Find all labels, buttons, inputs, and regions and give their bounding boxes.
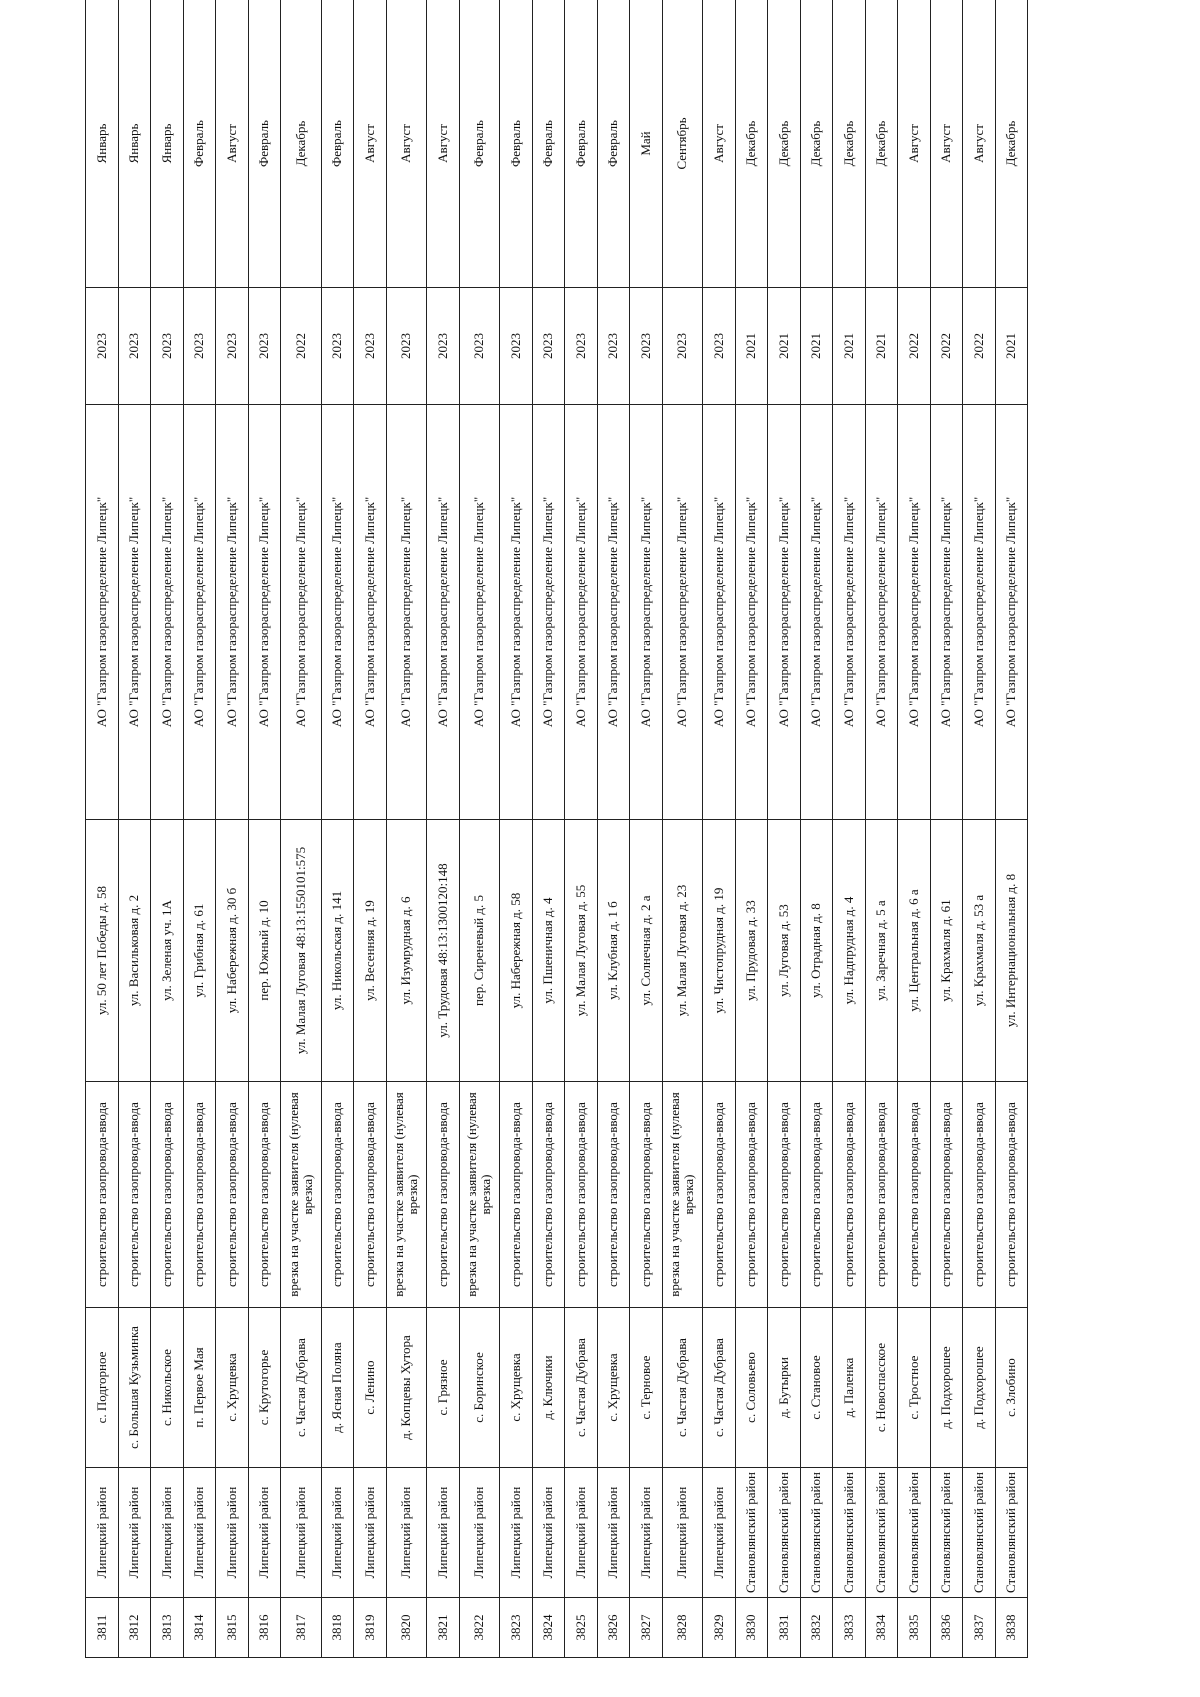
- cell-num: 3818: [321, 1598, 354, 1658]
- cell-num: 3833: [833, 1598, 866, 1658]
- cell-num: 3836: [930, 1598, 963, 1658]
- cell-year: 2023: [86, 288, 119, 405]
- cell-year: 2023: [216, 288, 249, 405]
- cell-month: Январь: [151, 0, 184, 288]
- cell-num: 3838: [995, 1598, 1028, 1658]
- cell-settlement: с. Боринское: [459, 1308, 500, 1468]
- table-row: [800, 0, 833, 1658]
- cell-month: Август: [386, 0, 427, 288]
- cell-year: 2023: [662, 288, 703, 405]
- cell-settlement: с. Подгорное: [86, 1308, 119, 1468]
- cell-month: Февраль: [459, 0, 500, 288]
- cell-district: Становлянский район: [833, 1468, 866, 1598]
- cell-org: АО "Газпром газораспределение Липецк": [459, 405, 500, 820]
- cell-district: Липецкий район: [597, 1468, 630, 1598]
- cell-num: 3814: [183, 1598, 216, 1658]
- cell-address: ул. Изумрудная д. 6: [386, 820, 427, 1082]
- cell-org: АО "Газпром газораспределение Липецк": [565, 405, 598, 820]
- cell-year: 2023: [354, 288, 387, 405]
- cell-district: Становлянский район: [735, 1468, 768, 1598]
- cell-num: 3828: [662, 1598, 703, 1658]
- cell-settlement: с. Хрущевка: [500, 1308, 533, 1468]
- cell-num: 3831: [768, 1598, 801, 1658]
- cell-work: строительство газопровода-ввода: [321, 1082, 354, 1308]
- cell-num: 3813: [151, 1598, 184, 1658]
- cell-district: Липецкий район: [500, 1468, 533, 1598]
- cell-address: ул. Весенняя д. 19: [354, 820, 387, 1082]
- cell-work: строительство газопровода-ввода: [427, 1082, 460, 1308]
- table-row: [703, 0, 736, 1658]
- cell-work: строительство газопровода-ввода: [597, 1082, 630, 1308]
- cell-work: врезка на участке заявителя (нулевая врезка): [459, 1082, 500, 1308]
- cell-org: АО "Газпром газораспределение Липецк": [216, 405, 249, 820]
- cell-district: Липецкий район: [662, 1468, 703, 1598]
- cell-year: 2023: [248, 288, 281, 405]
- cell-work: строительство газопровода-ввода: [354, 1082, 387, 1308]
- cell-month: Январь: [118, 0, 151, 288]
- cell-month: Декабрь: [800, 0, 833, 288]
- cell-work: строительство газопровода-ввода: [930, 1082, 963, 1308]
- cell-district: Становлянский район: [898, 1468, 931, 1598]
- cell-year: 2021: [865, 288, 898, 405]
- cell-num: 3829: [703, 1598, 736, 1658]
- table-row: [281, 0, 322, 1658]
- cell-settlement: с. Частая Дубрава: [565, 1308, 598, 1468]
- cell-month: Декабрь: [865, 0, 898, 288]
- cell-district: Липецкий район: [354, 1468, 387, 1598]
- cell-district: Липецкий район: [183, 1468, 216, 1598]
- cell-address: ул. Пшеничная д. 4: [532, 820, 565, 1082]
- cell-address: ул. Центральная д. 6 а: [898, 820, 931, 1082]
- cell-month: Февраль: [532, 0, 565, 288]
- cell-org: АО "Газпром газораспределение Липецк": [703, 405, 736, 820]
- cell-year: 2023: [565, 288, 598, 405]
- cell-org: АО "Газпром газораспределение Липецк": [865, 405, 898, 820]
- table-row: [183, 0, 216, 1658]
- cell-work: строительство газопровода-ввода: [500, 1082, 533, 1308]
- cell-year: 2022: [930, 288, 963, 405]
- rotated-document-page: [85, 0, 1182, 1658]
- cell-num: 3820: [386, 1598, 427, 1658]
- cell-num: 3835: [898, 1598, 931, 1658]
- cell-num: 3817: [281, 1598, 322, 1658]
- cell-month: Декабрь: [281, 0, 322, 288]
- cell-org: АО "Газпром газораспределение Липецк": [768, 405, 801, 820]
- cell-address: ул. Малая Луговая д. 55: [565, 820, 598, 1082]
- cell-work: строительство газопровода-ввода: [532, 1082, 565, 1308]
- cell-year: 2022: [898, 288, 931, 405]
- cell-num: 3823: [500, 1598, 533, 1658]
- cell-org: АО "Газпром газораспределение Липецк": [321, 405, 354, 820]
- cell-district: Становлянский район: [930, 1468, 963, 1598]
- cell-org: АО "Газпром газораспределение Липецк": [248, 405, 281, 820]
- cell-settlement: с. Никольское: [151, 1308, 184, 1468]
- cell-settlement: д. Ясная Поляна: [321, 1308, 354, 1468]
- cell-work: строительство газопровода-ввода: [800, 1082, 833, 1308]
- cell-district: Липецкий район: [565, 1468, 598, 1598]
- cell-year: 2021: [800, 288, 833, 405]
- cell-district: Становлянский район: [800, 1468, 833, 1598]
- cell-month: Январь: [86, 0, 119, 288]
- cell-address: ул. Васильковая д. 2: [118, 820, 151, 1082]
- cell-work: строительство газопровода-ввода: [898, 1082, 931, 1308]
- table-row: [459, 0, 500, 1658]
- cell-year: 2023: [118, 288, 151, 405]
- cell-settlement: с. Частая Дубрава: [662, 1308, 703, 1468]
- cell-address: ул. Трудовая 48:13:1300120:148: [427, 820, 460, 1082]
- cell-year: 2023: [459, 288, 500, 405]
- cell-address: ул. Зеленая уч. 1А: [151, 820, 184, 1082]
- cell-org: АО "Газпром газораспределение Липецк": [963, 405, 996, 820]
- cell-work: строительство газопровода-ввода: [183, 1082, 216, 1308]
- cell-num: 3812: [118, 1598, 151, 1658]
- cell-address: ул. Никольская д. 141: [321, 820, 354, 1082]
- cell-num: 3822: [459, 1598, 500, 1658]
- cell-month: Декабрь: [995, 0, 1028, 288]
- cell-work: строительство газопровода-ввода: [768, 1082, 801, 1308]
- cell-year: 2023: [597, 288, 630, 405]
- cell-work: врезка на участке заявителя (нулевая врезка): [281, 1082, 322, 1308]
- cell-num: 3816: [248, 1598, 281, 1658]
- cell-num: 3819: [354, 1598, 387, 1658]
- cell-month: Февраль: [321, 0, 354, 288]
- cell-address: пер. Сиреневый д. 5: [459, 820, 500, 1082]
- table-row: [768, 0, 801, 1658]
- cell-settlement: п. Первое Мая: [183, 1308, 216, 1468]
- table-row: [386, 0, 427, 1658]
- cell-settlement: с. Большая Кузьминка: [118, 1308, 151, 1468]
- cell-work: строительство газопровода-ввода: [735, 1082, 768, 1308]
- cell-month: Май: [630, 0, 663, 288]
- cell-settlement: с. Частая Дубрава: [281, 1308, 322, 1468]
- cell-year: 2023: [427, 288, 460, 405]
- cell-month: Август: [354, 0, 387, 288]
- cell-address: ул. Крахмаля д. 53 а: [963, 820, 996, 1082]
- cell-num: 3825: [565, 1598, 598, 1658]
- table-body: [86, 0, 1028, 1658]
- cell-address: ул. Грибная д. 61: [183, 820, 216, 1082]
- cell-district: Липецкий район: [248, 1468, 281, 1598]
- table-row: [151, 0, 184, 1658]
- cell-year: 2022: [281, 288, 322, 405]
- cell-address: ул. Малая Луговая 48:13:1550101:575: [281, 820, 322, 1082]
- cell-settlement: с. Тростное: [898, 1308, 931, 1468]
- cell-district: Липецкий район: [86, 1468, 119, 1598]
- cell-org: АО "Газпром газораспределение Липецк": [532, 405, 565, 820]
- cell-year: 2023: [703, 288, 736, 405]
- cell-month: Август: [703, 0, 736, 288]
- cell-org: АО "Газпром газораспределение Липецк": [354, 405, 387, 820]
- cell-address: ул. Заречная д. 5 а: [865, 820, 898, 1082]
- cell-month: Август: [963, 0, 996, 288]
- cell-district: Липецкий район: [532, 1468, 565, 1598]
- table-row: [662, 0, 703, 1658]
- cell-district: Липецкий район: [281, 1468, 322, 1598]
- cell-num: 3830: [735, 1598, 768, 1658]
- cell-month: Февраль: [597, 0, 630, 288]
- cell-settlement: с. Новоспасское: [865, 1308, 898, 1468]
- cell-address: ул. Луговая д. 53: [768, 820, 801, 1082]
- cell-work: строительство газопровода-ввода: [995, 1082, 1028, 1308]
- cell-settlement: д. Подхорошее: [963, 1308, 996, 1468]
- cell-district: Липецкий район: [151, 1468, 184, 1598]
- cell-num: 3832: [800, 1598, 833, 1658]
- cell-district: Липецкий район: [459, 1468, 500, 1598]
- cell-settlement: с. Крутогорье: [248, 1308, 281, 1468]
- cell-month: Февраль: [183, 0, 216, 288]
- cell-org: АО "Газпром газораспределение Липецк": [735, 405, 768, 820]
- cell-settlement: с. Соловьево: [735, 1308, 768, 1468]
- cell-month: Февраль: [565, 0, 598, 288]
- table-row: [427, 0, 460, 1658]
- cell-address: ул. 50 лет Победы д. 58: [86, 820, 119, 1082]
- cell-settlement: с. Терновое: [630, 1308, 663, 1468]
- cell-district: Липецкий район: [118, 1468, 151, 1598]
- cell-work: строительство газопровода-ввода: [248, 1082, 281, 1308]
- cell-num: 3811: [86, 1598, 119, 1658]
- cell-year: 2021: [995, 288, 1028, 405]
- cell-month: Август: [930, 0, 963, 288]
- cell-settlement: д. Подхорошее: [930, 1308, 963, 1468]
- cell-district: Становлянский район: [995, 1468, 1028, 1598]
- table-row: [597, 0, 630, 1658]
- cell-month: Декабрь: [833, 0, 866, 288]
- cell-num: 3815: [216, 1598, 249, 1658]
- cell-num: 3837: [963, 1598, 996, 1658]
- table-row: [216, 0, 249, 1658]
- cell-num: 3826: [597, 1598, 630, 1658]
- cell-org: АО "Газпром газораспределение Липецк": [500, 405, 533, 820]
- cell-address: ул. Малая Луговая д. 23: [662, 820, 703, 1082]
- cell-year: 2021: [768, 288, 801, 405]
- cell-settlement: д. Копцевы Хутора: [386, 1308, 427, 1468]
- cell-month: Декабрь: [735, 0, 768, 288]
- cell-month: Август: [427, 0, 460, 288]
- gas-connection-table: [85, 0, 1028, 1658]
- cell-month: Февраль: [500, 0, 533, 288]
- cell-work: строительство газопровода-ввода: [151, 1082, 184, 1308]
- cell-year: 2021: [833, 288, 866, 405]
- cell-num: 3821: [427, 1598, 460, 1658]
- cell-settlement: с. Злобино: [995, 1308, 1028, 1468]
- table-row: [118, 0, 151, 1658]
- cell-org: АО "Газпром газораспределение Липецк": [151, 405, 184, 820]
- cell-settlement: с. Частая Дубрава: [703, 1308, 736, 1468]
- cell-address: ул. Надпрудная д. 4: [833, 820, 866, 1082]
- table-row: [865, 0, 898, 1658]
- cell-work: строительство газопровода-ввода: [865, 1082, 898, 1308]
- cell-work: врезка на участке заявителя (нулевая врезка): [386, 1082, 427, 1308]
- cell-district: Становлянский район: [865, 1468, 898, 1598]
- cell-work: строительство газопровода-ввода: [630, 1082, 663, 1308]
- cell-district: Липецкий район: [386, 1468, 427, 1598]
- cell-num: 3834: [865, 1598, 898, 1658]
- cell-address: ул. Отрадная д. 8: [800, 820, 833, 1082]
- cell-org: АО "Газпром газораспределение Липецк": [86, 405, 119, 820]
- table-row: [532, 0, 565, 1658]
- table-row: [248, 0, 281, 1658]
- cell-work: строительство газопровода-ввода: [216, 1082, 249, 1308]
- cell-district: Липецкий район: [427, 1468, 460, 1598]
- cell-year: 2023: [630, 288, 663, 405]
- cell-district: Становлянский район: [768, 1468, 801, 1598]
- cell-num: 3824: [532, 1598, 565, 1658]
- cell-org: АО "Газпром газораспределение Липецк": [995, 405, 1028, 820]
- table-row: [630, 0, 663, 1658]
- table-row: [833, 0, 866, 1658]
- table-row: [86, 0, 119, 1658]
- cell-month: Декабрь: [768, 0, 801, 288]
- cell-org: АО "Газпром газораспределение Липецк": [597, 405, 630, 820]
- cell-work: строительство газопровода-ввода: [86, 1082, 119, 1308]
- cell-work: строительство газопровода-ввода: [963, 1082, 996, 1308]
- cell-address: ул. Чистопрудная д. 19: [703, 820, 736, 1082]
- table-row: [930, 0, 963, 1658]
- cell-org: АО "Газпром газораспределение Липецк": [427, 405, 460, 820]
- cell-work: строительство газопровода-ввода: [118, 1082, 151, 1308]
- cell-year: 2023: [321, 288, 354, 405]
- cell-org: АО "Газпром газораспределение Липецк": [183, 405, 216, 820]
- table-row: [565, 0, 598, 1658]
- cell-address: ул. Крахмаля д. 61: [930, 820, 963, 1082]
- table-row: [995, 0, 1028, 1658]
- cell-org: АО "Газпром газораспределение Липецк": [833, 405, 866, 820]
- cell-settlement: д. Паленка: [833, 1308, 866, 1468]
- cell-settlement: с. Ленино: [354, 1308, 387, 1468]
- cell-month: Август: [898, 0, 931, 288]
- cell-address: ул. Солнечная д. 2 а: [630, 820, 663, 1082]
- cell-address: ул. Прудовая д. 33: [735, 820, 768, 1082]
- cell-org: АО "Газпром газораспределение Липецк": [281, 405, 322, 820]
- table-row: [963, 0, 996, 1658]
- cell-address: ул. Клубная д. 1 б: [597, 820, 630, 1082]
- cell-work: строительство газопровода-ввода: [833, 1082, 866, 1308]
- cell-settlement: с. Хрущевка: [216, 1308, 249, 1468]
- cell-district: Липецкий район: [630, 1468, 663, 1598]
- cell-settlement: с. Грязное: [427, 1308, 460, 1468]
- cell-settlement: д. Ключики: [532, 1308, 565, 1468]
- cell-year: 2023: [386, 288, 427, 405]
- cell-work: строительство газопровода-ввода: [703, 1082, 736, 1308]
- cell-year: 2023: [532, 288, 565, 405]
- cell-org: АО "Газпром газораспределение Липецк": [630, 405, 663, 820]
- table-row: [500, 0, 533, 1658]
- cell-district: Липецкий район: [321, 1468, 354, 1598]
- cell-district: Липецкий район: [703, 1468, 736, 1598]
- cell-org: АО "Газпром газораспределение Липецк": [662, 405, 703, 820]
- cell-address: ул. Набережная д. 30 б: [216, 820, 249, 1082]
- cell-org: АО "Газпром газораспределение Липецк": [800, 405, 833, 820]
- cell-num: 3827: [630, 1598, 663, 1658]
- cell-year: 2022: [963, 288, 996, 405]
- cell-year: 2021: [735, 288, 768, 405]
- cell-org: АО "Газпром газораспределение Липецк": [930, 405, 963, 820]
- table-row: [321, 0, 354, 1658]
- cell-address: пер. Южный д. 10: [248, 820, 281, 1082]
- cell-work: врезка на участке заявителя (нулевая врезка): [662, 1082, 703, 1308]
- cell-settlement: с. Хрущевка: [597, 1308, 630, 1468]
- cell-year: 2023: [500, 288, 533, 405]
- cell-org: АО "Газпром газораспределение Липецк": [118, 405, 151, 820]
- cell-address: ул. Набережная д. 58: [500, 820, 533, 1082]
- cell-district: Становлянский район: [963, 1468, 996, 1598]
- cell-year: 2023: [151, 288, 184, 405]
- cell-year: 2023: [183, 288, 216, 405]
- cell-month: Август: [216, 0, 249, 288]
- cell-month: Февраль: [248, 0, 281, 288]
- cell-org: АО "Газпром газораспределение Липецк": [898, 405, 931, 820]
- cell-work: строительство газопровода-ввода: [565, 1082, 598, 1308]
- cell-org: АО "Газпром газораспределение Липецк": [386, 405, 427, 820]
- cell-settlement: с. Становое: [800, 1308, 833, 1468]
- cell-month: Сентябрь: [662, 0, 703, 288]
- table-row: [735, 0, 768, 1658]
- cell-district: Липецкий район: [216, 1468, 249, 1598]
- table-row: [898, 0, 931, 1658]
- cell-address: ул. Интернациональная д. 8: [995, 820, 1028, 1082]
- table-row: [354, 0, 387, 1658]
- cell-settlement: д. Бутырки: [768, 1308, 801, 1468]
